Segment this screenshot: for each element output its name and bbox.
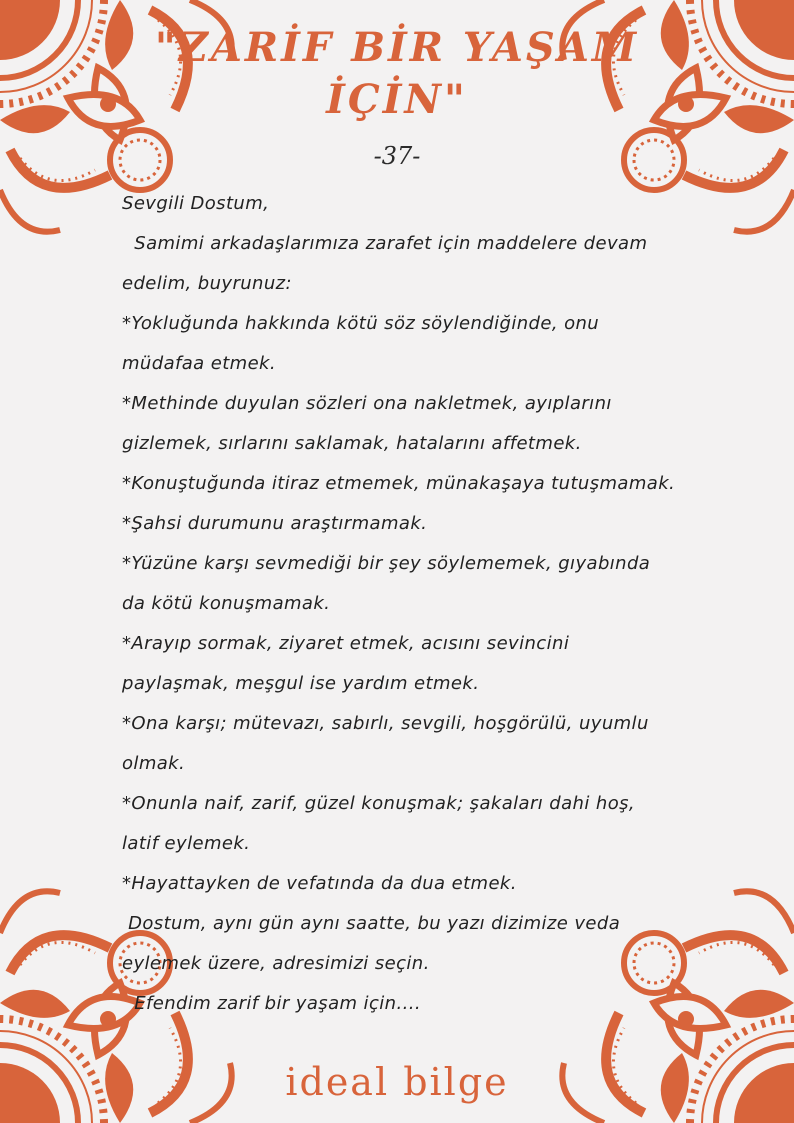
body-line: Efendim zarif bir yaşam için....	[122, 993, 421, 1014]
letter-body	[122, 184, 722, 1024]
body-line: olmak.	[122, 753, 186, 774]
body-line: Sevgili Dostum,	[122, 193, 270, 214]
body-line: *Yokluğunda hakkında kötü söz söylendiğinde, onu	[122, 313, 600, 334]
body-line: da kötü konuşmamak.	[122, 593, 331, 614]
body-line: Dostum, aynı gün aynı saatte, bu yazı dizimize veda	[122, 913, 621, 934]
body-line: *Yüzüne karşı sevmediği bir şey söylememek, gıyabında	[122, 553, 651, 574]
episode-number: -37-	[373, 142, 421, 170]
body-line: paylaşmak, meşgul ise yardım etmek.	[122, 673, 480, 694]
body-line: *Hayattayken de vefatında da dua etmek.	[122, 873, 517, 894]
body-line: müdafaa etmek.	[122, 353, 277, 374]
body-line: edelim, buyrunuz:	[122, 273, 292, 294]
body-line: *Ona karşı; mütevazı, sabırlı, sevgili, hoşgörülü, uyumlu	[122, 713, 649, 734]
body-line: *Methinde duyulan sözleri ona nakletmek, ayıplarını	[122, 393, 612, 414]
body-line: *Şahsi durumunu araştırmamak.	[122, 513, 428, 534]
page-title: "ZARİF BİR YAŞAM	[154, 24, 640, 71]
body-line: *Arayıp sormak, ziyaret etmek, acısını sevincini	[122, 633, 570, 654]
body-line: *Konuştuğunda itiraz etmemek, münakaşaya tutuşmamak.	[122, 473, 676, 494]
body-line: latif eylemek.	[122, 833, 251, 854]
body-line: Samimi arkadaşlarımıza zarafet için maddelere devam	[122, 233, 648, 254]
page-title-continued: İÇİN"	[326, 76, 468, 123]
brand-signature: ideal bilge	[285, 1060, 509, 1104]
body-line: gizlemek, sırlarını saklamak, hatalarını affetmek.	[122, 433, 582, 454]
body-line: *Onunla naif, zarif, güzel konuşmak; şakaları dahi hoş,	[122, 793, 636, 814]
body-line: eylemek üzere, adresimizi seçin.	[122, 953, 430, 974]
